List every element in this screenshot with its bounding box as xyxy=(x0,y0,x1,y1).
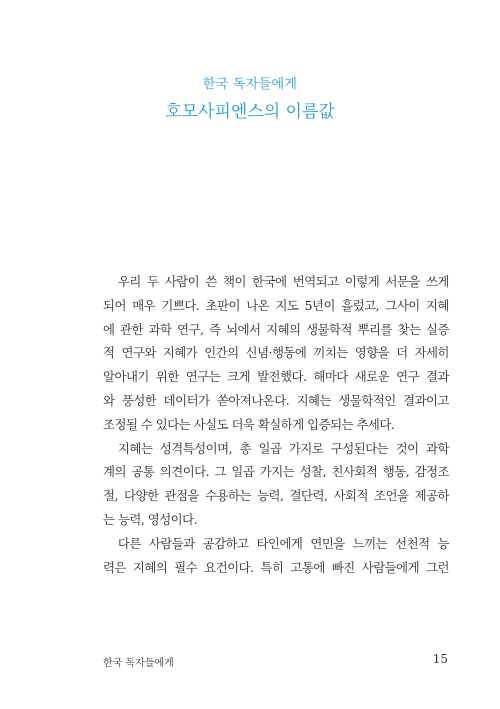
chapter-kicker: 한국 독자들에게 xyxy=(202,77,298,92)
text-line: 는 능력, 영성이다. xyxy=(103,511,198,527)
text-line: 다른 사람들과 공감하고 타인에게 연민을 느끼는 선천적 능 xyxy=(117,535,449,551)
text-line: 알아내기 위한 연구는 크게 발전했다. 해마다 새로운 연구 결과 xyxy=(103,369,449,385)
chapter-header xyxy=(0,76,500,124)
text-line: 우리 두 사람이 쓴 책이 한국에 번역되고 이렇게 서문을 쓰게 xyxy=(117,274,449,289)
text-line: 조정될 수 있다는 사실도 더욱 확실하게 입증되는 추세다. xyxy=(103,416,395,432)
body-text xyxy=(103,270,449,579)
text-line: 적 연구와 지혜가 인간의 신념·행동에 끼치는 영향을 더 자세히 xyxy=(103,345,449,361)
text-line: 지혜는 성격특성이며, 총 일곱 가지로 구성된다는 것이 과학 xyxy=(117,440,449,456)
text-line: 력은 지혜의 필수 요건이다. 특히 고통에 빠진 사람들에게 그런 xyxy=(103,559,449,575)
text-line: 계의 공통 의견이다. 그 일곱 가지는 성찰, 친사회적 행동, 감정조 xyxy=(103,464,449,480)
paragraph-2 xyxy=(103,437,449,532)
running-title: 한국 독자들에게 xyxy=(103,658,174,669)
text-line: 절, 다양한 관점을 수용하는 능력, 결단력, 사회적 조언을 제공하 xyxy=(103,488,449,504)
paragraph-3 xyxy=(103,532,449,580)
text-line: 되어 매우 기쁘다. 초판이 나온 지도 5년이 흘렀고, 그사이 지혜 xyxy=(103,297,449,313)
page-number: 15 xyxy=(432,652,448,666)
text-line: 와 풍성한 데이터가 쏟아져나온다. 지혜는 생물학적인 결과이고 xyxy=(103,392,449,408)
chapter-title: 호모사피엔스의 이름값 xyxy=(165,102,335,122)
text-line: 에 관한 과학 연구, 즉 뇌에서 지혜의 생물학적 뿌리를 찾는 실증 xyxy=(103,321,449,337)
paragraph-1 xyxy=(103,270,449,437)
